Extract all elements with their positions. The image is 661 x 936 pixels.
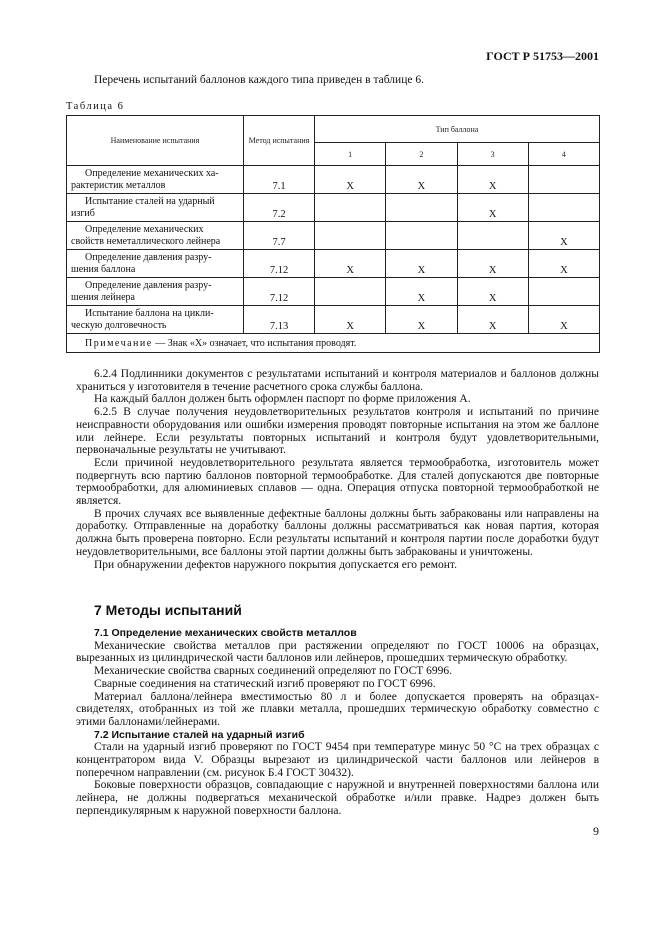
test-name-cell: Определение механических свойств неметаллического лейнера (67, 222, 244, 250)
table-row (67, 222, 600, 250)
mark-cell (315, 278, 386, 306)
method-cell: 7.7 (244, 222, 315, 250)
table-note-row (67, 334, 600, 353)
mark-cell (528, 166, 599, 194)
header-type-1: 1 (315, 143, 386, 166)
mark-cell: X (528, 306, 599, 334)
mark-cell: X (386, 166, 457, 194)
mark-cell (528, 278, 599, 306)
paragraph-coating-repair: При обнаружении дефектов наружного покрытия допускается его ремонт. (94, 558, 457, 571)
header-type-3: 3 (457, 143, 528, 166)
table-row (67, 166, 600, 194)
mark-cell (457, 222, 528, 250)
table-row (67, 194, 600, 222)
mark-cell: X (528, 250, 599, 278)
method-cell: 7.1 (244, 166, 315, 194)
mark-cell: X (386, 306, 457, 334)
mark-cell: X (315, 306, 386, 334)
header-test-method: Метод испытания (244, 116, 315, 166)
method-cell: 7.12 (244, 250, 315, 278)
subsection-title-7-1: 7.1 Определение механических свойств металлов (94, 627, 357, 639)
note-text: — Знак «Х» означает, что испытания проводят. (152, 337, 357, 349)
mark-cell (386, 222, 457, 250)
test-name-cell: Определение давления разру- шения баллона (67, 250, 244, 278)
test-name-cell: Определение давления разру- шения лейнера (67, 278, 244, 306)
mark-cell (386, 194, 457, 222)
subsection-title-7-2: 7.2 Испытание сталей на ударный изгиб (94, 728, 305, 741)
table-row (67, 306, 600, 334)
header-test-name: Наименование испытания (67, 116, 244, 166)
test-name-cell: Определение механических ха- рактеристик металлов (67, 166, 244, 194)
table-row (67, 250, 600, 278)
method-cell: 7.12 (244, 278, 315, 306)
paragraph-7-1-d: Материал баллона/лейнера вместимостью 80 л и более допускается проверять на образцах-свидетелях, отобранных из той же плавки металла, прошедших термическую обработку совместно с этими баллонами/лейнерами. (76, 690, 599, 728)
paragraph-7-1-a: Механические свойства металлов при растяжении определяют по ГОСТ 10006 на образцах, вырезанных из цилиндрической части баллонов или лейнеров, прошедших термическую обработку. (76, 639, 599, 665)
note-label: Примечание (85, 337, 153, 349)
paragraph-defective: В прочих случаях все выявленные дефектные баллоны должны быть забракованы или направлены на доработку. Отправленные на доработку баллоны должны рассматриваться как новая партия, которая должна быть проверена повторно. Если результаты испытаний и контроля партии после доработки будут неудовлетворительными, все баллоны этой партии должны быть забракованы и уничтожены. (76, 507, 599, 558)
mark-cell: X (457, 194, 528, 222)
test-name-cell: Испытание баллона на цикли- ческую долговечность (67, 306, 244, 334)
mark-cell: X (315, 166, 386, 194)
paragraph-7-2-a: Стали на ударный изгиб проверяют по ГОСТ 9454 при температуре минус 50 °С на трех образцах с концентратором вида V. Образцы вырезают из цилиндрической части баллонов или лейнеров в поперечном направлении (см. рисунок Б.4 ГОСТ 30432). (76, 741, 599, 779)
paragraph-6-2-5: 6.2.5 В случае получения неудовлетворительных результатов контроля и испытаний по причине неисправности оборудования или ошибки измерения проводят повторные испытания на этом же баллоне или лейнере. Если результаты повторных испытаний и контроля будут удовлетворительными, первоначальные результаты не учитывают. (76, 406, 599, 457)
mark-cell: X (315, 250, 386, 278)
mark-cell: X (457, 166, 528, 194)
mark-cell (315, 194, 386, 222)
table-row (67, 278, 600, 306)
page-number: 9 (593, 824, 599, 838)
mark-cell: X (457, 306, 528, 334)
mark-cell: X (386, 278, 457, 306)
table-note (67, 334, 600, 353)
mark-cell: X (457, 278, 528, 306)
header-cylinder-type: Тип баллона (315, 116, 600, 143)
paragraph-7-2-b: Боковые поверхности образцов, совпадающие с наружной и внутренней поверхностями баллона или лейнера, не должны подвергаться механической обработке и/или правке. Надрез должен быть перпендикулярным к наружной поверхности баллона. (76, 779, 599, 817)
intro-sentence: Перечень испытаний баллонов каждого типа приведен в таблице 6. (94, 74, 424, 86)
table-caption: Таблица 6 (66, 101, 125, 112)
method-cell: 7.13 (244, 306, 315, 334)
paragraph-6-2-4: 6.2.4 Подлинники документов с результатами испытаний и контроля материалов и баллонов должны храниться у изготовителя в течение расчетного срока службы баллона. (76, 368, 599, 393)
mark-cell: X (528, 222, 599, 250)
paragraph-passport: На каждый баллон должен быть оформлен паспорт по форме приложения А. (94, 393, 471, 406)
paragraph-7-1-c: Сварные соединения на статический изгиб проверяют по ГОСТ 6996. (94, 677, 436, 690)
body-text (76, 368, 599, 571)
test-name-cell: Испытание сталей на ударный изгиб (67, 194, 244, 222)
section-body (76, 627, 599, 818)
document-id-header: ГОСТ Р 51753—2001 (486, 49, 599, 63)
method-cell: 7.2 (244, 194, 315, 222)
section-title: 7 Методы испытаний (94, 602, 242, 618)
header-type-2: 2 (386, 143, 457, 166)
tests-table (66, 115, 600, 353)
mark-cell: X (386, 250, 457, 278)
mark-cell (528, 194, 599, 222)
header-type-4: 4 (528, 143, 599, 166)
mark-cell (315, 222, 386, 250)
mark-cell: X (457, 250, 528, 278)
paragraph-7-1-b: Механические свойства сварных соединений определяют по ГОСТ 6996. (94, 665, 453, 678)
paragraph-heat-treatment: Если причиной неудовлетворительного результата является термообработка, изготовитель может подвергнуть всю партию баллонов повторной термообработке. Для сталей допускаются две повторные термообработки, для алюминиевых сплавов — одна. Операция отпуска повторной термообработкой не является. (76, 456, 599, 508)
